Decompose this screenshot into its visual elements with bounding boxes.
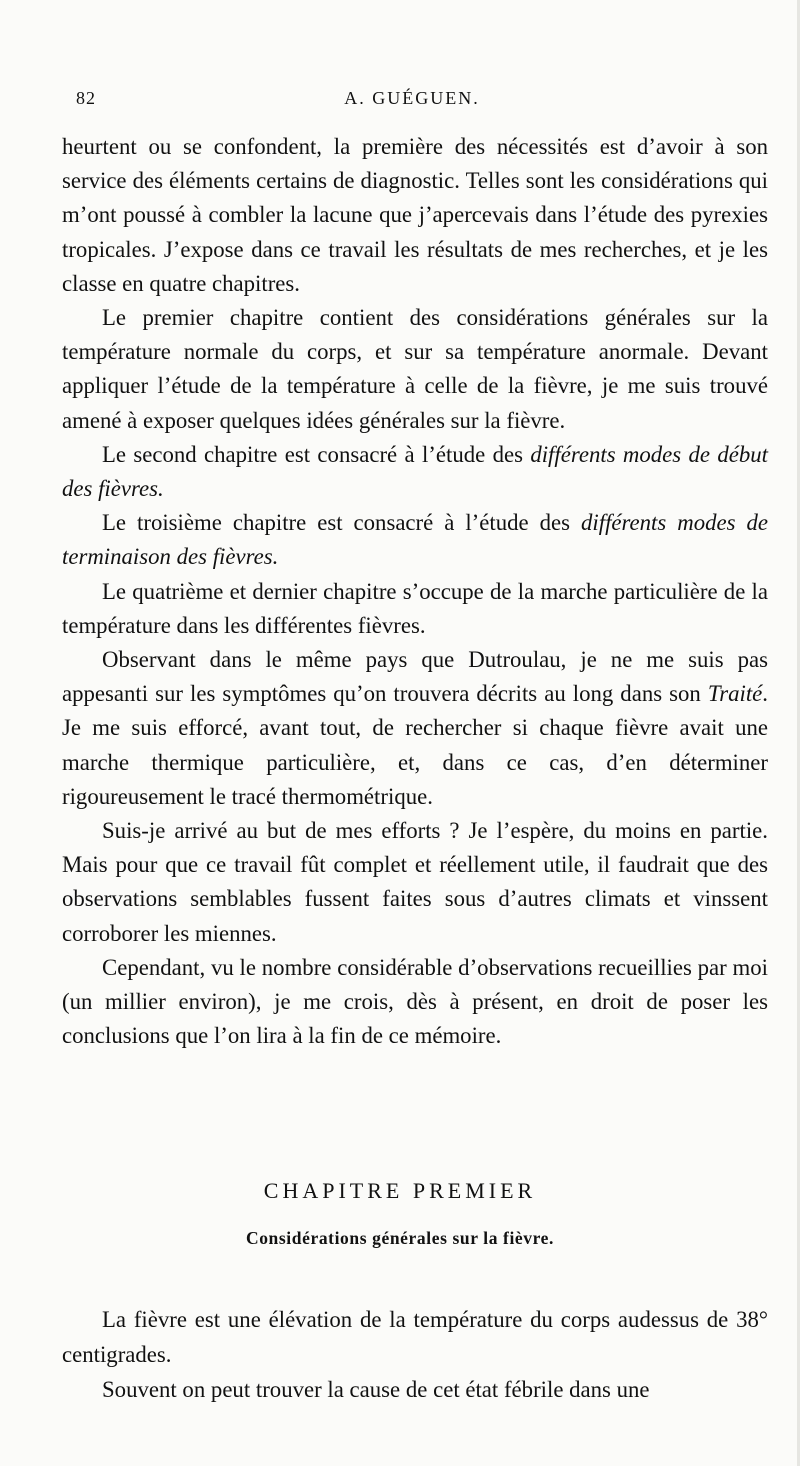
paragraph xyxy=(62,130,768,301)
body-text xyxy=(62,130,768,1053)
text-run: Suis-je arrivé au but de mes efforts ? Je l’espère, du moins en partie. Mais pour que ce travail fût complet et réellement utile, il faudrait que des observations semblables fussent faites sous d’autres climats et vinssent corroborer les miennes. xyxy=(62,818,768,946)
italic-text: différents modes de début des fièvres. xyxy=(62,441,768,502)
page-number: 82 xyxy=(76,88,96,108)
text-run: . Je me suis efforcé, avant tout, de rechercher si chaque fièvre avait une marche thermique particulière, et, dans ce cas, d’en déterminer rigoureusement le tracé thermométrique. xyxy=(62,681,768,809)
paragraph xyxy=(62,438,768,506)
text-run: Observant dans le même pays que Dutroulau, je ne me suis pas appesanti sur les symptômes qu’on trouvera décrits au long dans son xyxy=(62,647,768,707)
paragraph xyxy=(62,575,768,643)
paragraph xyxy=(62,814,768,951)
paragraph xyxy=(62,951,768,1054)
text-run: Le troisième chapitre est consacré à l’étude des xyxy=(102,510,581,536)
italic-text: Traité xyxy=(707,681,763,707)
text-run: Le premier chapitre contient des considérations générales sur la température normale du corps, et sur sa température anormale. Devant appliquer l’étude de la température à celle de la fièvre, je me suis trouvé amené à exposer quelques idées générales sur la fièvre. xyxy=(62,305,768,433)
chapter-subtitle: Considérations générales sur la fièvre. xyxy=(245,1228,555,1248)
chapter-body-text xyxy=(62,1302,768,1407)
running-head xyxy=(76,88,748,116)
paragraph xyxy=(62,643,768,814)
text-run: Le quatrième et dernier chapitre s’occupe de la marche particulière de la température dans les différentes fièvres. xyxy=(62,578,768,638)
text-run: Le second chapitre est consacré à l’étude des xyxy=(102,441,531,467)
paragraph xyxy=(62,506,768,574)
running-author: A. GUÉGUEN. xyxy=(344,88,480,108)
paragraph xyxy=(62,301,768,438)
paragraph: Souvent on peut trouver la cause de cet état fébrile dans une xyxy=(102,1377,650,1402)
italic-text: différents modes de terminaison des fièvres. xyxy=(62,510,768,570)
paragraph: La fièvre est une élévation de la température du corps audessus de 38° centigrades. xyxy=(62,1307,768,1367)
chapter-title: CHAPITRE PREMIER xyxy=(263,1178,537,1203)
text-run: heurtent ou se confondent, la première des nécessités est d’avoir à son service des éléments certains de diagnostic. Telles sont les considérations qui m’ont poussé à combler la lacune que j’apercevais dans l’étude des pyrexies tropicales. J’expose dans ce travail les résultats de mes recherches, et je les classe en quatre chapitres. xyxy=(62,134,768,296)
text-run: Cependant, vu le nombre considérable d’observations recueillies par moi (un millier environ), je me crois, dès à présent, en droit de poser les conclusions que l’on lira à la fin de ce mémoire. xyxy=(62,954,768,1049)
